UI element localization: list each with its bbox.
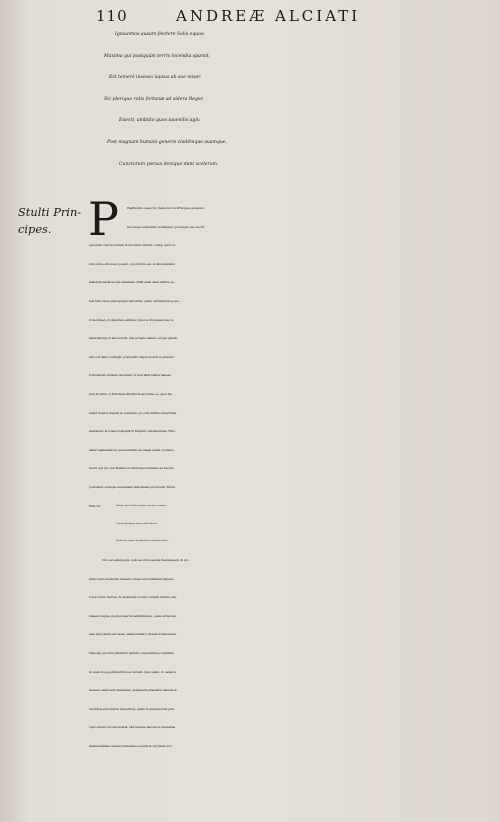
verse-line: Igniuomos ausum flectere Solis equos: (115, 32, 205, 37)
page-header (0, 6, 500, 26)
prose-line: datur Agamemnoni, quod ambitiosus magis quàm cordatus (89, 447, 174, 452)
prose-line: malorum lernã secum aduehant. Nihil enim aliud afferre po- (89, 280, 176, 285)
prose-line: alea plus quàm par esset, alienis inhiare. Itidem & innumera- (89, 632, 177, 637)
prose-line: beant in alios imperij ac potentiæ, pro sua libidine miserrimè (89, 410, 177, 415)
verse-line: Post magnam humani generis cladémque suamque, (107, 139, 227, 145)
prose-line: simo) id sanè contingit, postquàm vulgus decidit in grauem (89, 354, 174, 359)
prose-line: ceps orbem circuncursaret, sibi suisque labores & molestias (89, 725, 176, 730)
prose-line: Ducesque iuueniliter exultantes, qui magno suo suorũ- (127, 224, 206, 229)
prose-line: li discrimen, & interdum exitium. Quòd si illi quandoque re- (89, 317, 175, 322)
prose-line: luissent regna propria tutari & administrare, quàm armorum (89, 613, 177, 618)
verse-line: Est temerè insesso lapsus ab axe miser. (109, 75, 202, 81)
prose-line: Haëthontis casus hîc traducitur in Principes quosdam (127, 206, 204, 210)
verse-line: Euecti, ambitio quos iuuenilis agit: (119, 118, 201, 124)
prose-line: Non est ambiguum, quin securius æuum traduxissent, & glo- (102, 558, 190, 562)
prose-line: test tam cæca præcepsque temeritas, quàm certissimum popu- (89, 298, 180, 303)
verse-line: Cunctorum pœnas denique dant scelerum. (119, 161, 219, 167)
page-number: 110 (96, 7, 128, 25)
prose-line: Flaccus: (89, 503, 101, 508)
prose-line: postularit, suósque ad eandem belli aleam prouocarit. Rectè (89, 484, 176, 489)
prose-line: & suum & populi interitum accersiuit. Quid enim, vt cæteros (89, 669, 176, 674)
prose-line: ferè fit enim, vt Principes illi fatui & excordes, eo quod ha- (89, 391, 173, 396)
prose-line: fuerit, qui pro vna Helena tot tantósque homines ad necem (89, 466, 174, 471)
quote-line: Stultorum regum & populorum continet æstus. (116, 539, 169, 543)
prose-line: sipiscant (quod ferè non fit, nisi accepto damno, eóque grauis- (89, 336, 178, 341)
quote-line: Fabula quæ Paridis propter narratur amorem (116, 504, 167, 507)
prose-line: riam credo meliorem fuissent consecuti nobilissimi Impera- (89, 576, 174, 581)
running-head: ANDREÆ ALCIATI (176, 7, 361, 25)
verse-line: Maxima qui postquàm terris incendia sparsit, (104, 53, 211, 59)
quoted-verse (0, 497, 500, 550)
drop-cap: P (88, 192, 119, 246)
prose-line: fortunarum omnium iacturam, vt spei nihil reliqui habeat: (89, 373, 172, 378)
prose-line: que malo cuncta sursum & deorsum vertunt: cumq́; quod vo- (89, 243, 177, 248)
prose-line: lunt omne sibi licere putent, non mirum est, si intolerabilem (89, 261, 175, 266)
prose-line: innumerabiles crearet, nullumque quietis & otij finem pro- (89, 743, 173, 748)
prose-line: tores Cyrus, Xerxes, & Alexander, si suis contenti finibus, ma- (89, 595, 177, 600)
quote-line: Græcia Barbariæ lento collisa duello, (116, 521, 158, 525)
prose-line: doctrinæ subornatus muneribus, quàm vt grassatorum prin- (89, 706, 176, 711)
prose-line: taceam, aliud fecit Alexander, quanquam præclaris naturæ & (89, 688, 177, 693)
commentary-paragraph-2 (0, 551, 500, 756)
commentary-paragraph (0, 199, 500, 515)
marginal-note-line: Stulti Prin- (18, 205, 82, 219)
epigram-verse (0, 24, 500, 175)
prose-line: biles alij, quorum efferatior ambitio, regnandique cupiditas, (89, 650, 175, 655)
prose-line: abutantur, & quasi prodigant in Reipubl. detrimentum. Vitio- (89, 429, 176, 434)
verse-line: Sic plerique rotis fortunæ ad sidera Reges (104, 96, 204, 102)
marginal-note-line: cipes. (18, 222, 52, 236)
